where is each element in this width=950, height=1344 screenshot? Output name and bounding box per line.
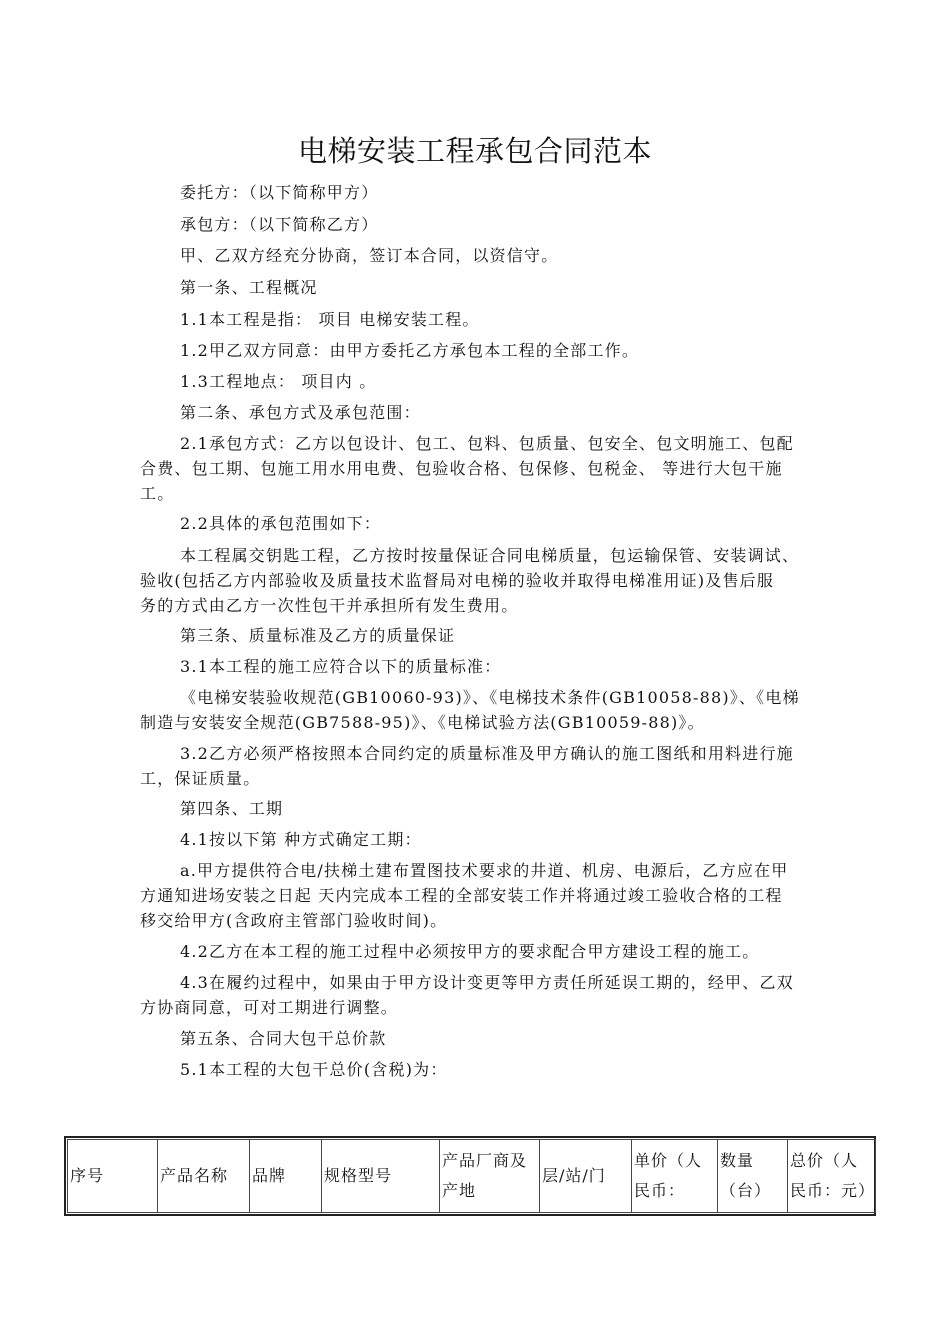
clause-3-2-line-2: 工，保证质量。 bbox=[140, 769, 261, 788]
clause-4-1-a-line-1: a.甲方提供符合电/扶梯土建布置图技术要求的井道、机房、电源后，乙方应在甲 bbox=[180, 861, 789, 880]
header-floors-stops-doors: 层/站/门 bbox=[540, 1140, 632, 1213]
clause-2-1-line-1: 2.1承包方式：乙方以包设计、包工、包料、包质量、包安全、包文明施工、包配 bbox=[180, 434, 794, 453]
clause-3-1: 3.1本工程的施工应符合以下的质量标准： bbox=[180, 657, 502, 676]
document-title: 电梯安装工程承包合同范本 bbox=[297, 134, 652, 168]
clause-4-1: 4.1按以下第 种方式确定工期： bbox=[180, 830, 422, 849]
clause-1-3: 1.3工程地点： 项目内 。 bbox=[180, 372, 377, 391]
scope-line-2: 验收(包括乙方内部验收及质量技术监督局对电梯的验收并取得电梯准用证)及售后服 bbox=[140, 571, 775, 590]
price-table-header-row bbox=[68, 1140, 876, 1213]
client-party-line: 委托方：（以下简称甲方） bbox=[180, 183, 379, 202]
clause-4-1-a-line-2: 方通知进场安装之日起 天内完成本工程的全部安装工作并将通过竣工验收合格的工程 bbox=[140, 886, 783, 905]
header-unit-price: 单价（人民币： bbox=[632, 1140, 718, 1213]
header-quantity: 数量（台） bbox=[718, 1140, 788, 1213]
header-total-price: 总价（人民币：元） bbox=[788, 1140, 876, 1213]
header-manufacturer-origin: 产品厂商及产地 bbox=[440, 1140, 540, 1213]
standards-line-1: 《电梯安装验收规范(GB10060-93)》、《电梯技术条件(GB10058-88)》、《电梯 bbox=[180, 688, 800, 707]
agreement-line: 甲、乙双方经充分协商，签订本合同，以资信守。 bbox=[180, 246, 559, 265]
clause-5-1: 5.1本工程的大包干总价(含税)为： bbox=[180, 1060, 448, 1079]
standards-line-2: 制造与安装安全规范(GB7588-95)》、《电梯试验方法(GB10059-88)》。 bbox=[140, 713, 705, 732]
clause-2-2: 2.2具体的承包范围如下： bbox=[180, 514, 382, 533]
clause-4-3-line-1: 4.3在履约过程中，如果由于甲方设计变更等甲方责任所延误工期的，经甲、乙双 bbox=[180, 973, 794, 992]
clause-4-3-line-2: 方协商同意，可对工期进行调整。 bbox=[140, 998, 399, 1017]
article-1-heading: 第一条、工程概况 bbox=[180, 278, 318, 297]
scope-line-1: 本工程属交钥匙工程，乙方按时按量保证合同电梯质量，包运输保管、安装调试、 bbox=[180, 546, 800, 565]
header-model-spec: 规格型号 bbox=[322, 1140, 440, 1213]
contractor-party-line: 承包方：（以下简称乙方） bbox=[180, 215, 379, 234]
scope-line-3: 务的方式由乙方一次性包干并承担所有发生费用。 bbox=[140, 596, 519, 615]
price-table bbox=[64, 1136, 876, 1216]
clause-4-1-a-line-3: 移交给甲方(含政府主管部门验收时间)。 bbox=[140, 911, 448, 930]
header-serial-number: 序号 bbox=[68, 1140, 158, 1213]
article-4-heading: 第四条、工期 bbox=[180, 799, 284, 818]
clause-3-2-line-1: 3.2乙方必须严格按照本合同约定的质量标准及甲方确认的施工图纸和用料进行施 bbox=[180, 744, 794, 763]
clause-2-1-line-2: 合费、包工期、包施工用水用电费、包验收合格、包保修、包税金、 等进行大包干施 bbox=[140, 459, 783, 478]
article-3-heading: 第三条、质量标准及乙方的质量保证 bbox=[180, 626, 456, 645]
clause-1-1: 1.1本工程是指： 项目 电梯安装工程。 bbox=[180, 310, 480, 329]
header-product-name: 产品名称 bbox=[158, 1140, 250, 1213]
header-brand: 品牌 bbox=[250, 1140, 322, 1213]
article-5-heading: 第五条、合同大包干总价款 bbox=[180, 1029, 387, 1048]
clause-4-2: 4.2乙方在本工程的施工过程中必须按甲方的要求配合甲方建设工程的施工。 bbox=[180, 942, 760, 961]
article-2-heading: 第二条、承包方式及承包范围： bbox=[180, 403, 421, 422]
clause-2-1-line-3: 工。 bbox=[140, 484, 175, 503]
clause-1-2: 1.2甲乙双方同意：由甲方委托乙方承包本工程的全部工作。 bbox=[180, 341, 640, 360]
